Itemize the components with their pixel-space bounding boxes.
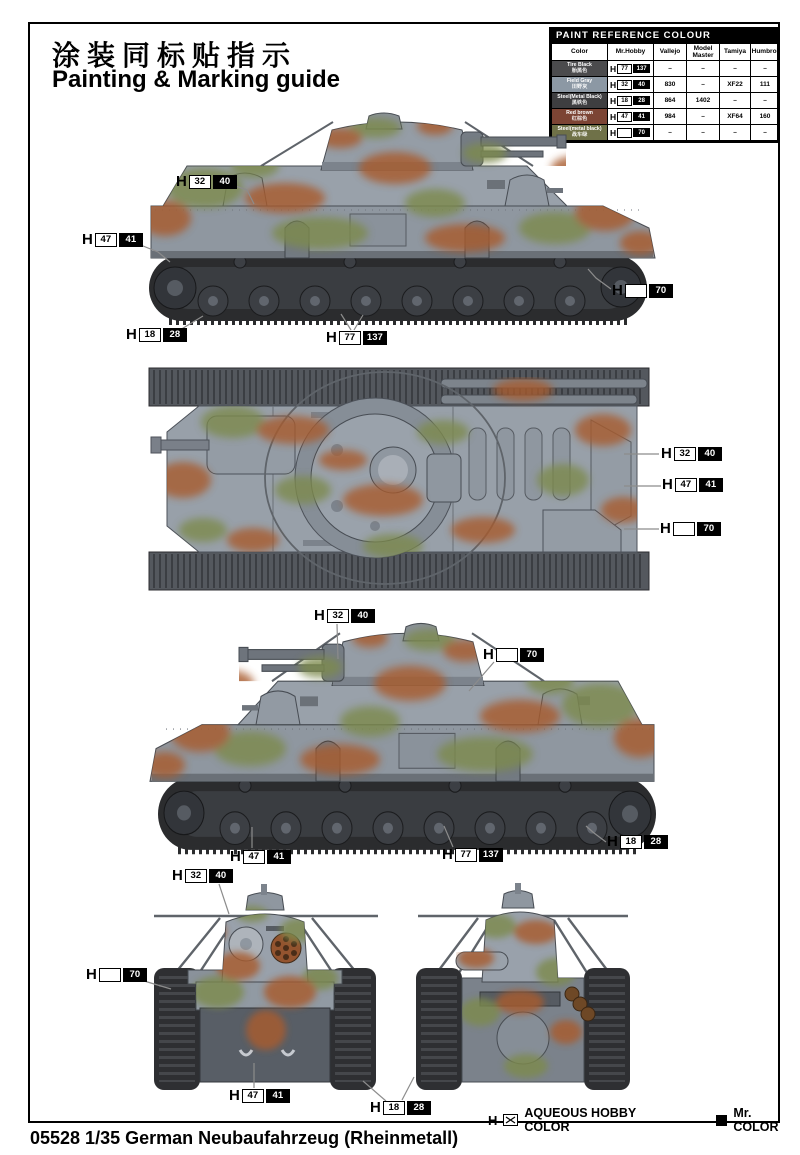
legend-h: H — [488, 1112, 498, 1128]
vallejo-code: – — [654, 125, 687, 141]
color-swatch — [552, 77, 608, 93]
tank-front-view — [154, 884, 378, 1090]
callout-h: H — [229, 1087, 240, 1104]
modelmaster-code: – — [687, 109, 720, 125]
callout-mrcolor-number: 40 — [213, 175, 237, 189]
callout-mrcolor-number: 70 — [697, 522, 721, 536]
callout-aqueous-number: 32 — [674, 447, 696, 461]
callout-mrcolor-number: 41 — [699, 478, 723, 492]
page-title-english: Painting & Marking guide — [52, 66, 341, 93]
kit-number-and-name: 05528 1/35 German Neubaufahrzeug (Rheinmetall) — [30, 1128, 459, 1148]
vallejo-code: 830 — [654, 77, 687, 93]
callout-aqueous-number: 18 — [139, 328, 161, 342]
callout-aqueous-number — [99, 968, 121, 982]
humbrol-code: – — [751, 61, 780, 77]
swatch-name: Red brown — [566, 109, 593, 116]
col-header-humbrol: Humbrol — [751, 44, 780, 61]
paint-callout — [442, 847, 503, 862]
tamiya-code: – — [720, 61, 751, 77]
callout-aqueous-number: 32 — [189, 175, 211, 189]
paint-callout — [172, 868, 233, 883]
callout-mrcolor-number: 40 — [351, 609, 375, 623]
callout-h: H — [370, 1099, 381, 1116]
callout-mrcolor-number: 137 — [479, 848, 503, 862]
callout-mrcolor-number: 28 — [163, 328, 187, 342]
swatch-name-cn: 田野灰 — [571, 83, 588, 90]
mrhobby-code: H 77 137 — [608, 61, 654, 77]
tamiya-code: XF22 — [720, 77, 751, 93]
swatch-name-cn: 胎黑色 — [571, 67, 588, 74]
tamiya-code: – — [720, 125, 751, 141]
paint-callout — [662, 477, 723, 492]
color-system-legend — [488, 1106, 800, 1134]
paint-callout — [483, 647, 544, 662]
callout-mrcolor-number: 70 — [649, 284, 673, 298]
modelmaster-code: 1402 — [687, 93, 720, 109]
paint-callout — [326, 330, 387, 345]
swatch-name-cn: 红棕色 — [571, 115, 588, 122]
paint-callout — [607, 834, 668, 849]
mrcolor-square-icon — [716, 1115, 727, 1126]
paint-callout — [229, 1088, 290, 1103]
vallejo-code: – — [654, 61, 687, 77]
callout-h: H — [661, 445, 672, 462]
paint-table-header-row — [552, 44, 780, 61]
vallejo-code: 984 — [654, 109, 687, 125]
tank-side-view-right — [135, 108, 665, 333]
swatch-name: Tire Black — [567, 61, 592, 68]
legend-aqueous-label: AQUEOUS HOBBY COLOR — [524, 1106, 636, 1134]
swatch-name-cn: 战车绿 — [571, 131, 588, 138]
callout-h: H — [612, 282, 623, 299]
tank-top-view — [143, 360, 658, 598]
callout-aqueous-number: 77 — [455, 848, 477, 862]
paint-callout — [660, 521, 721, 536]
paint-row-field-gray — [552, 77, 780, 93]
vallejo-code: 864 — [654, 93, 687, 109]
mrhobby-code: H 47 41 — [608, 109, 654, 125]
paint-callout — [370, 1100, 431, 1115]
page-title-chinese: 涂装同标贴指示 — [52, 40, 298, 71]
callout-aqueous-number: 47 — [243, 850, 265, 864]
callout-h: H — [230, 848, 241, 865]
callout-h: H — [660, 520, 671, 537]
tank-side-view-left — [140, 618, 670, 863]
color-swatch — [552, 93, 608, 109]
callout-aqueous-number: 18 — [620, 835, 642, 849]
humbrol-code: 111 — [751, 77, 780, 93]
color-swatch — [552, 61, 608, 77]
humbrol-code: 160 — [751, 109, 780, 125]
tank-front-rear-views — [148, 882, 648, 1110]
col-header-mrhobby: Mr.Hobby — [608, 44, 654, 61]
callout-aqueous-number — [496, 648, 518, 662]
humbrol-code: – — [751, 125, 780, 141]
tamiya-code: XF64 — [720, 109, 751, 125]
callout-mrcolor-number: 70 — [123, 968, 147, 982]
paint-callout — [82, 232, 143, 247]
callout-h: H — [662, 476, 673, 493]
swatch-name-cn: 黑铁色 — [571, 99, 588, 106]
swatch-name: Steel(metal black) — [557, 125, 602, 132]
callout-aqueous-number — [625, 284, 647, 298]
paint-table-title: PAINT REFERENCE COLOUR — [551, 29, 777, 43]
col-header-color: Color — [552, 44, 608, 61]
col-header-tamiya: Tamiya — [720, 44, 751, 61]
callout-h: H — [172, 867, 183, 884]
callout-mrcolor-number: 40 — [698, 447, 722, 461]
callout-mrcolor-number: 41 — [267, 850, 291, 864]
callout-aqueous-number: 47 — [242, 1089, 264, 1103]
col-header-modelmaster: Model Master — [687, 44, 720, 61]
paint-callout — [661, 446, 722, 461]
callout-h: H — [314, 607, 325, 624]
callout-h: H — [483, 646, 494, 663]
humbrol-code: – — [751, 93, 780, 109]
tank-rear-view — [394, 883, 630, 1090]
callout-h: H — [326, 329, 337, 346]
callout-aqueous-number: 47 — [675, 478, 697, 492]
callout-aqueous-number — [673, 522, 695, 536]
paint-callout — [314, 608, 375, 623]
swatch-name: Steel(Metal Black) — [557, 93, 602, 100]
mrhobby-code: H 70 — [608, 125, 654, 141]
callout-h: H — [82, 231, 93, 248]
callout-h: H — [86, 966, 97, 983]
callout-mrcolor-number: 28 — [644, 835, 668, 849]
callout-aqueous-number: 32 — [327, 609, 349, 623]
callout-mrcolor-number: 70 — [520, 648, 544, 662]
callout-aqueous-number: 47 — [95, 233, 117, 247]
callout-mrcolor-number: 41 — [266, 1089, 290, 1103]
paint-callout — [612, 283, 673, 298]
swatch-name: Field Gray — [566, 77, 593, 84]
modelmaster-code: – — [687, 125, 720, 141]
callout-h: H — [176, 173, 187, 190]
callout-h: H — [442, 846, 453, 863]
paint-callout — [176, 174, 237, 189]
mrhobby-code: H 32 40 — [608, 77, 654, 93]
callout-aqueous-number: 18 — [383, 1101, 405, 1115]
paint-callout — [126, 327, 187, 342]
callout-mrcolor-number: 28 — [407, 1101, 431, 1115]
aqueous-box-icon — [503, 1114, 518, 1126]
callout-h: H — [607, 833, 618, 850]
callout-mrcolor-number: 41 — [119, 233, 143, 247]
callout-aqueous-number: 77 — [339, 331, 361, 345]
mrhobby-code: H 18 28 — [608, 93, 654, 109]
col-header-vallejo: Vallejo — [654, 44, 687, 61]
paint-row-steel — [552, 93, 780, 109]
legend-mrcolor-label: Mr. COLOR — [733, 1106, 779, 1134]
modelmaster-code: – — [687, 77, 720, 93]
callout-mrcolor-number: 40 — [209, 869, 233, 883]
tamiya-code: – — [720, 93, 751, 109]
callout-aqueous-number: 32 — [185, 869, 207, 883]
paint-row-tire-black — [552, 61, 780, 77]
modelmaster-code: – — [687, 61, 720, 77]
callout-mrcolor-number: 137 — [363, 331, 387, 345]
paint-callout — [230, 849, 291, 864]
paint-callout — [86, 967, 147, 982]
callout-h: H — [126, 326, 137, 343]
